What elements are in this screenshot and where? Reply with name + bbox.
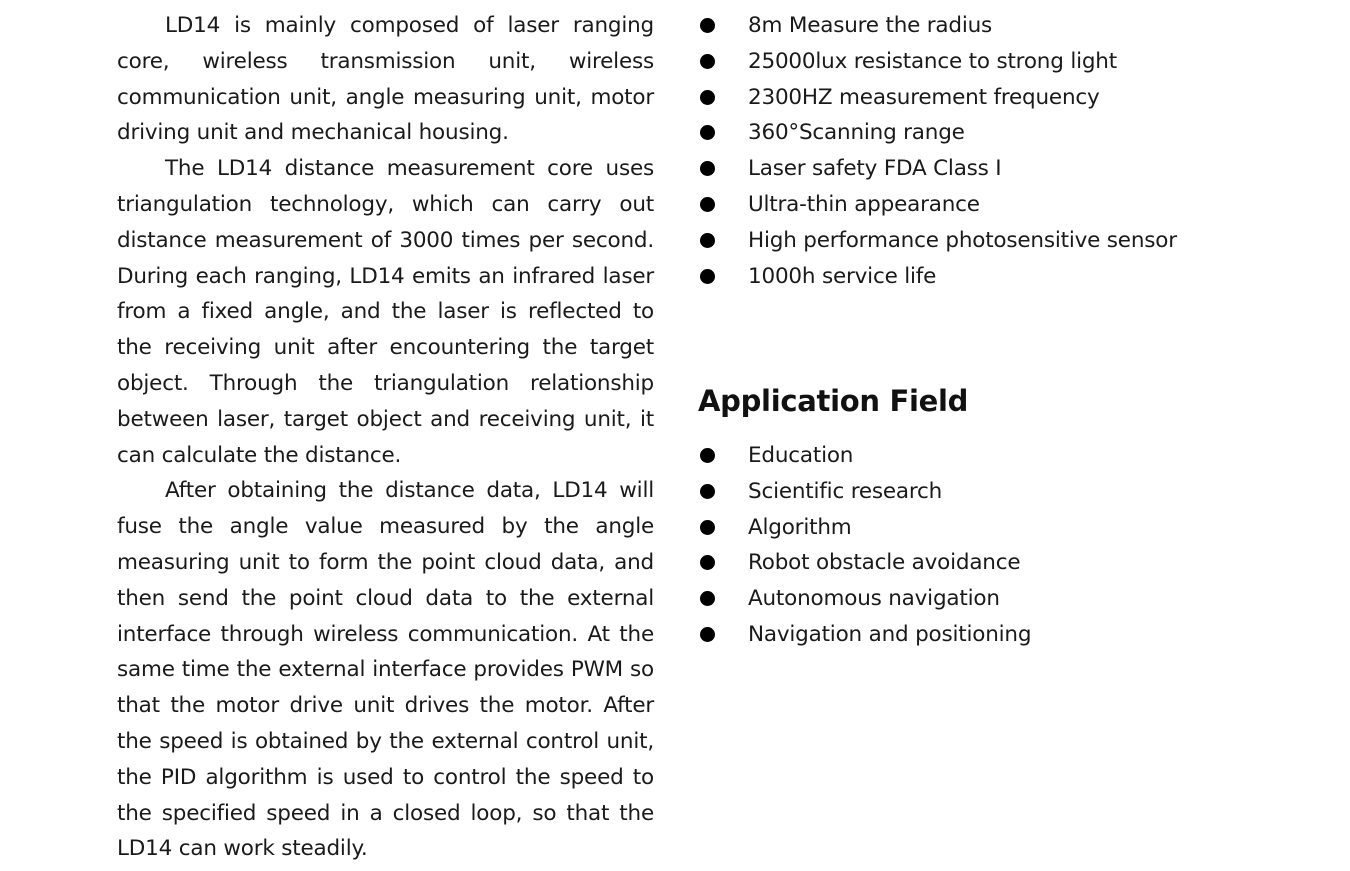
- application-item: [698, 617, 1031, 653]
- feature-item: [698, 8, 1318, 44]
- application-label: Scientific research: [748, 478, 943, 504]
- feature-item: [698, 44, 1318, 80]
- features-column: [698, 8, 1318, 647]
- feature-label: 8m Measure the radius: [748, 13, 993, 38]
- feature-label: 360°Scanning range: [748, 120, 965, 146]
- bullet-icon: [700, 18, 715, 33]
- feature-item: [698, 187, 1318, 223]
- bullet-icon: [700, 520, 715, 535]
- application-item: [698, 510, 1031, 546]
- feature-label: High performance photosensitive sensor: [748, 227, 1177, 253]
- feature-item: [698, 151, 1318, 187]
- feature-list: [698, 8, 1318, 294]
- bullet-icon: [700, 233, 715, 248]
- application-item: [698, 545, 1031, 581]
- application-label: Education: [748, 443, 854, 468]
- feature-item: [698, 223, 1318, 259]
- application-field-heading: Application Field: [698, 384, 969, 418]
- bullet-icon: [700, 448, 715, 463]
- application-item: [698, 438, 1031, 474]
- bullet-icon: [700, 555, 715, 570]
- bullet-icon: [700, 197, 715, 212]
- feature-label: 25000lux resistance to strong light: [748, 48, 1117, 74]
- feature-label: 1000h service life: [748, 263, 937, 289]
- bullet-icon: [700, 161, 715, 176]
- description-paragraph: LD14 is mainly composed of laser ranging core, wireless transmission unit, wireless communication unit, angle measuring unit, motor driving unit and mechanical housing.: [117, 13, 654, 146]
- application-item: [698, 474, 1031, 510]
- bullet-icon: [700, 125, 715, 140]
- feature-item: [698, 80, 1318, 116]
- bullet-icon: [700, 54, 715, 69]
- bullet-icon: [700, 591, 715, 606]
- application-label: Algorithm: [748, 514, 852, 540]
- description-paragraph: The LD14 distance measurement core uses triangulation technology, which can carry out distance measurement of 3000 times per second. During each ranging, LD14 emits an infrared laser from a fixed angle, and the laser is reflected to the receiving unit after encountering the target object. Through the triangulation relationship between laser, target object and receiving unit, it can calculate the distance.: [117, 156, 654, 468]
- application-label: Navigation and positioning: [748, 621, 1032, 647]
- feature-item: [698, 259, 1318, 295]
- description-paragraph: After obtaining the distance data, LD14 will fuse the angle value measured by the angle measuring unit to form the point cloud data, and then send the point cloud data to the external interface through wireless communication. At the same time the external interface provides PWM so that the motor drive unit drives the motor. After the speed is obtained by the external control unit, the PID algorithm is used to control the speed to the specified speed in a closed loop, so that the LD14 can work steadily.: [117, 478, 654, 862]
- bullet-icon: [700, 627, 715, 642]
- bullet-icon: [700, 269, 715, 284]
- application-label: Autonomous navigation: [748, 586, 1000, 612]
- bullet-icon: [700, 484, 715, 499]
- application-list: [698, 438, 1031, 653]
- application-label: Robot obstacle avoidance: [748, 550, 1021, 576]
- feature-label: Ultra-thin appearance: [748, 191, 980, 217]
- feature-label: 2300HZ measurement frequency: [748, 84, 1100, 110]
- bullet-icon: [700, 90, 715, 105]
- feature-item: [698, 115, 1318, 151]
- application-item: [698, 581, 1031, 617]
- description-column: [117, 8, 654, 867]
- feature-label: Laser safety FDA Class I: [748, 156, 1002, 182]
